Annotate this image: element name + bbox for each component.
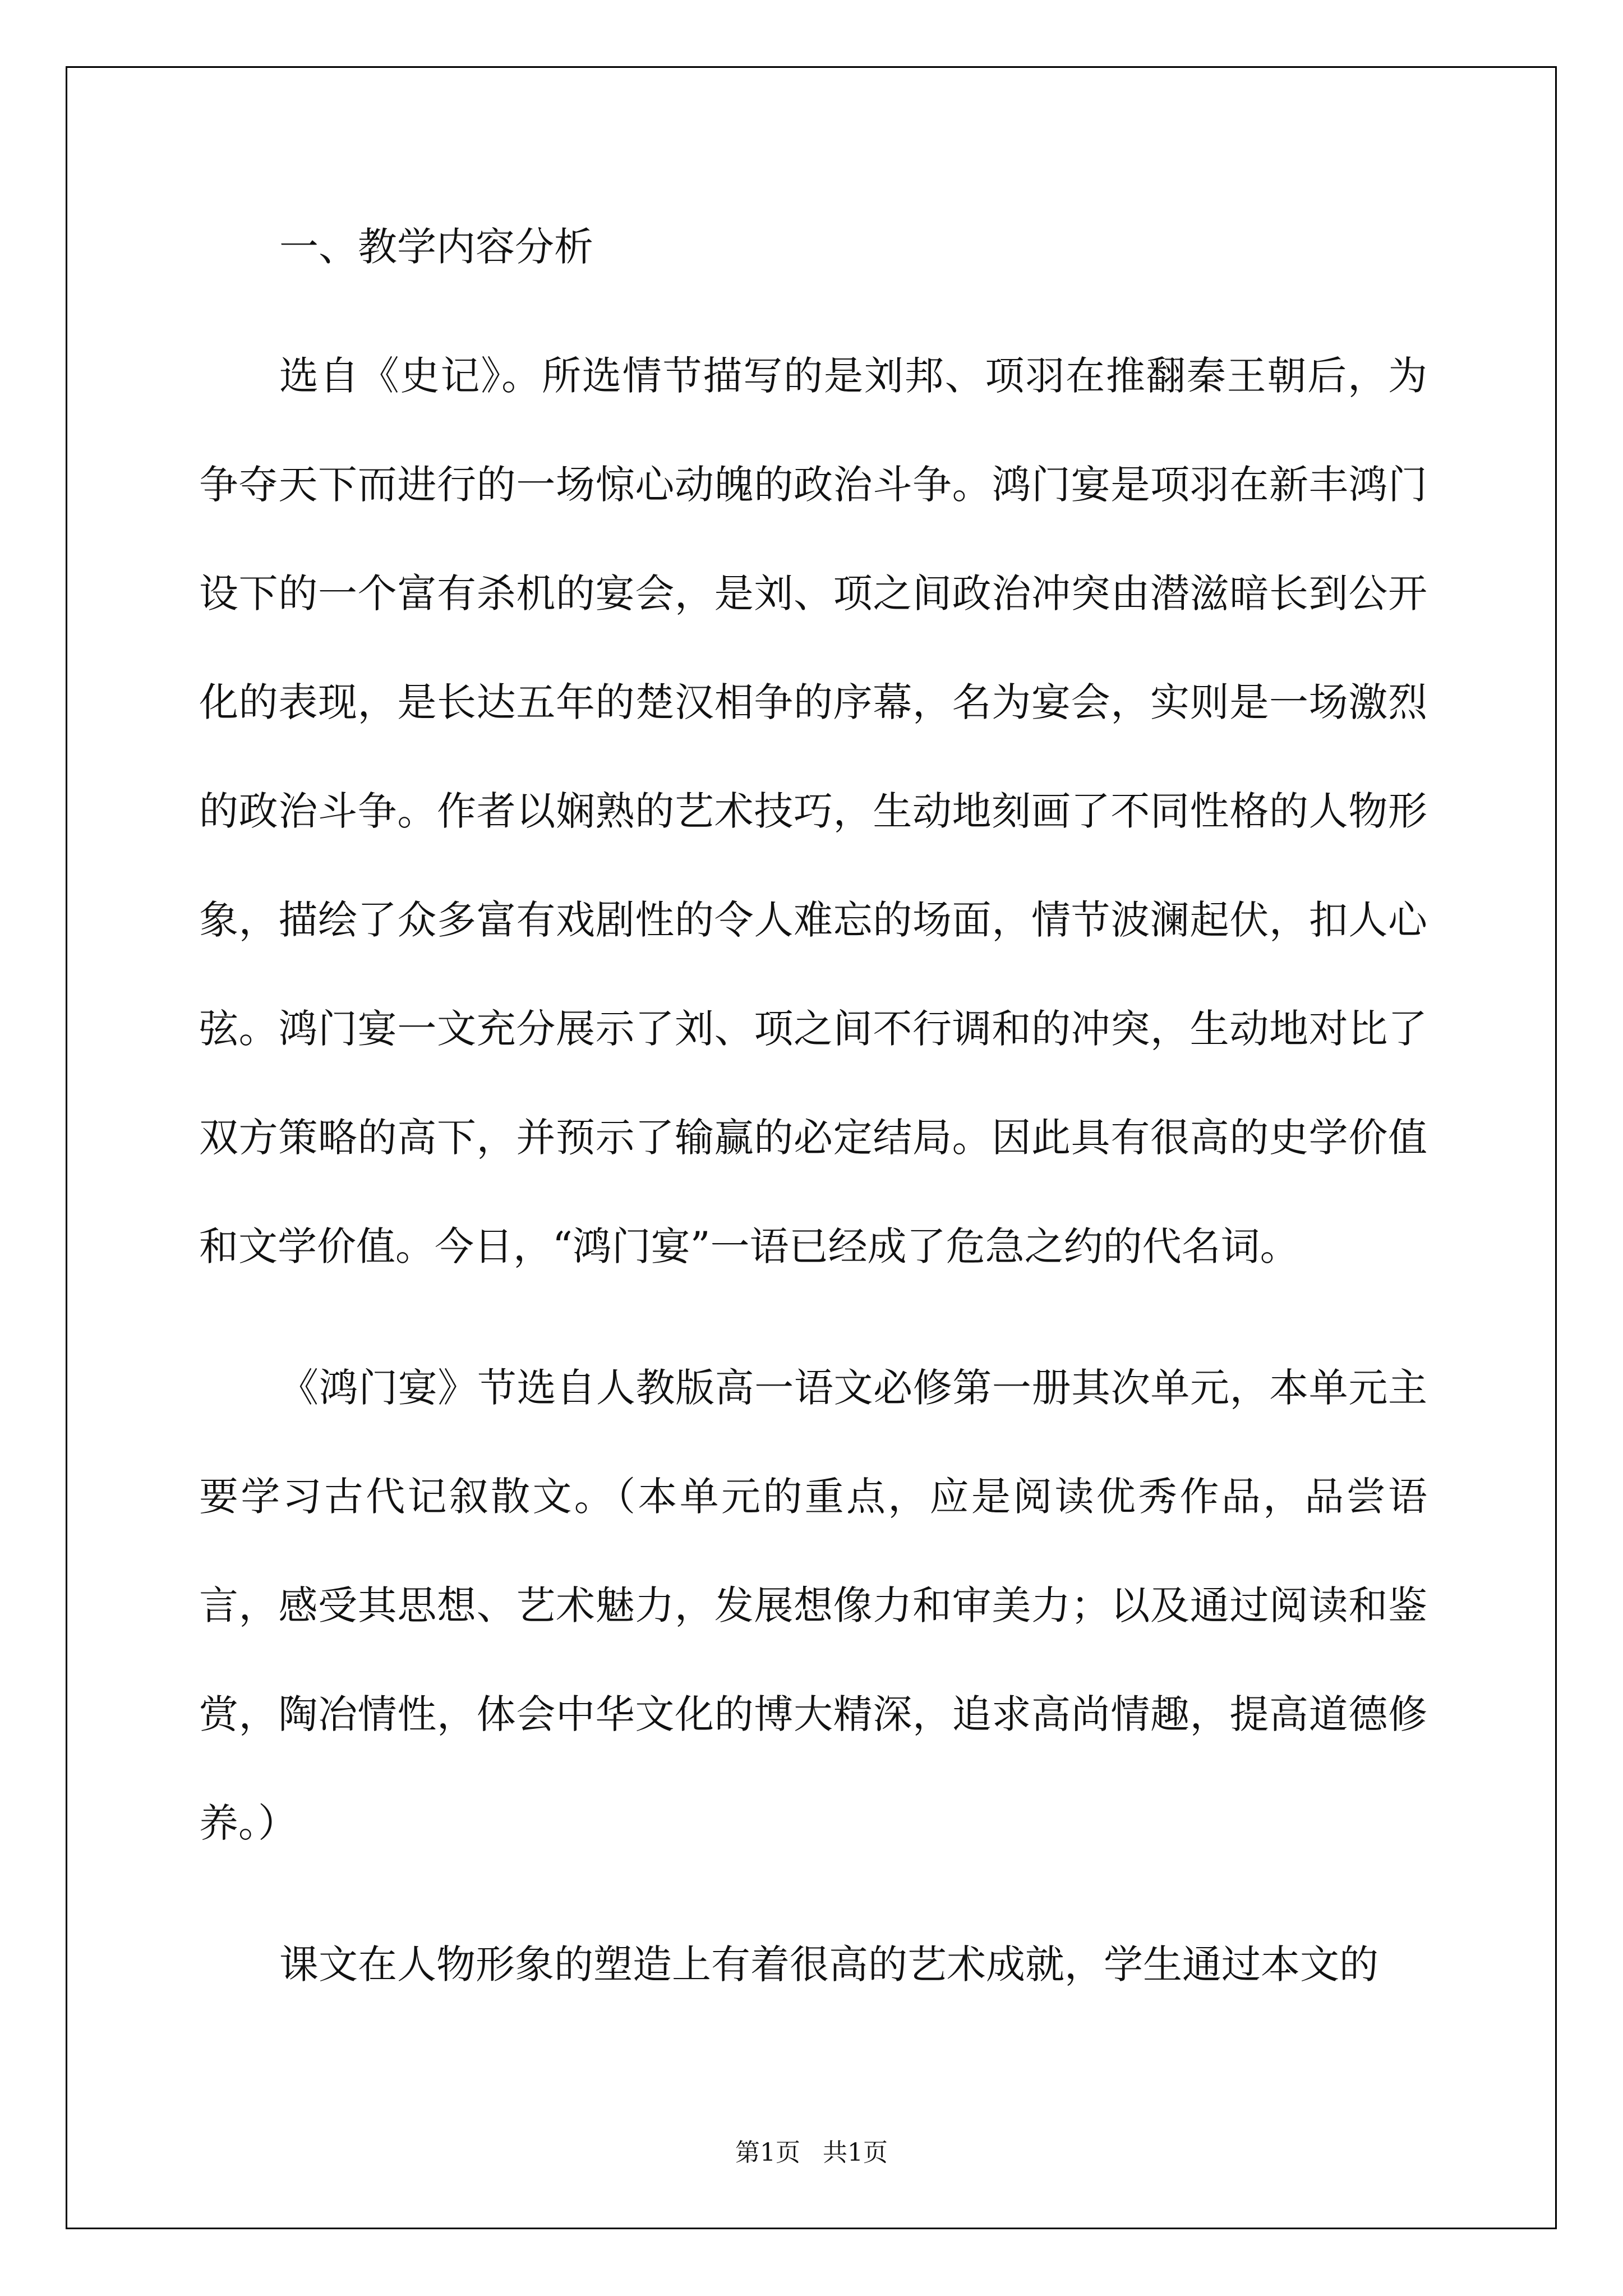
page-number-total: 共1页 xyxy=(823,2138,888,2167)
paragraph-3: 课文在人物形象的塑造上有着很高的艺术成就，学生通过本文的 xyxy=(279,1941,1378,1987)
paragraph-2: 《鸿门宴》节选自人教版高一语文必修第一册其次单元，本单元主要学习古代记叙散文。（本单元的重点，应是阅读优秀作品，品尝语言，感受其思想、艺术魅力，发展想像力和审美力；以及通过阅读和鉴赏，陶冶情性，体会中华文化的博大精深，追求高尚情趣，提高道德修养。） xyxy=(199,1365,1427,1846)
section-heading: 一、教学内容分析 xyxy=(279,224,593,270)
page-footer xyxy=(0,2136,1623,2170)
paragraph-1: 选自《史记》。所选情节描写的是刘邦、项羽在推翻秦王朝后，为争夺天下而进行的一场惊心动魄的政治斗争。鸿门宴是项羽在新丰鸿门设下的一个富有杀机的宴会，是刘、项之间政治冲突由潜滋暗长到公开化的表现，是长达五年的楚汉相争的序幕，名为宴会，实则是一场激烈的政治斗争。作者以娴熟的艺术技巧，生动地刻画了不同性格的人物形象，描绘了众多富有戏剧性的令人难忘的场面，情节波澜起伏，扣人心弦。鸿门宴一文充分展示了刘、项之间不行调和的冲突，生动地对比了双方策略的高下，并预示了输赢的必定结局。因此具有很高的史学价值和文学价值。今日，“鸿门宴”一语已经成了危急之约的代名词。 xyxy=(199,353,1427,1269)
document-body xyxy=(199,321,1427,2051)
page-number-current: 第1页 xyxy=(735,2138,800,2167)
